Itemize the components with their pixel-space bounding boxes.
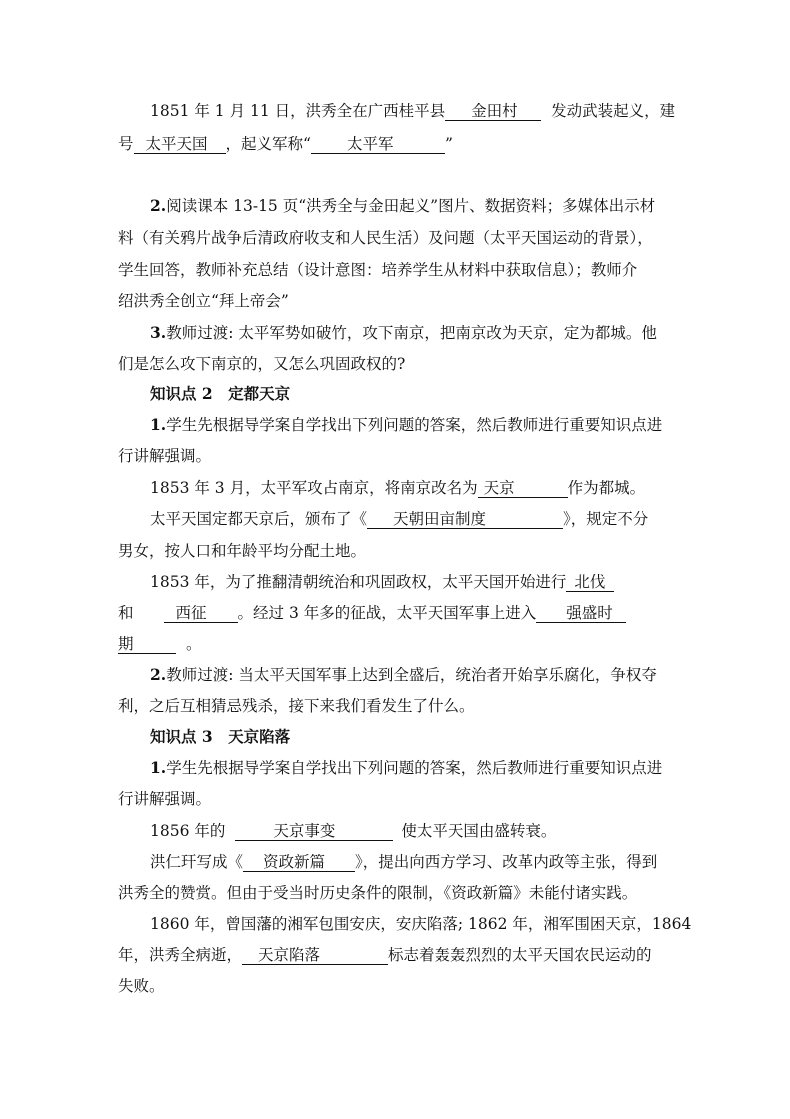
- answer: 太平天国: [145, 135, 208, 153]
- answer: 天朝田亩制度: [393, 510, 487, 528]
- text: 教师过渡: 当太平天国军事上达到全盛后，统治者开始享乐腐化，争权夺: [166, 666, 657, 684]
- text-line: [118, 354, 678, 374]
- text-line: [150, 478, 710, 498]
- text: 洪秀全的赞赏。但由于受当时历史条件的限制，《资政新篇》未能付诸实践。: [118, 884, 638, 902]
- fill-blank: [164, 604, 238, 623]
- fill-blank: [478, 479, 568, 498]
- text: 行讲解强调。: [118, 447, 212, 465]
- step-number: 2.: [150, 665, 167, 684]
- text: 1856 年的: [150, 822, 226, 840]
- text: 》，规定不分: [563, 510, 649, 528]
- fill-blank: [235, 822, 393, 841]
- text: 们是怎么攻下南京的，又怎么巩固政权的?: [118, 355, 406, 373]
- text: 学生先根据导学案自学找出下列问题的答案，然后教师进行重要知识点进: [166, 416, 663, 434]
- text-line: [150, 415, 710, 435]
- fill-blank: [536, 604, 626, 623]
- answer: 天京陷落: [258, 946, 321, 964]
- text-line: [150, 323, 710, 343]
- text: 利，之后互相猜忌残杀，接下来我们看发生了什么。: [118, 697, 475, 715]
- text: 洪仁玕写成《: [150, 853, 244, 871]
- text-line: [118, 603, 678, 623]
- step-number: 2.: [150, 196, 167, 215]
- text: 。: [186, 635, 202, 653]
- step-number: 3.: [150, 323, 167, 342]
- text: 1853 年 3 月，太平军攻占南京，将南京改名为: [150, 479, 478, 497]
- fill-blank: [118, 635, 176, 654]
- answer: 太平军: [346, 135, 394, 153]
- section-heading: 知识点 3 天京陷落: [150, 727, 291, 746]
- text: 作为都城。: [567, 479, 646, 497]
- step-number: 1.: [150, 415, 167, 434]
- fill-blank: [445, 102, 541, 121]
- text: 和: [118, 604, 134, 622]
- text: 》，提出向西方学习、改革内政等主张，得到: [355, 853, 658, 871]
- text-line: [118, 634, 678, 654]
- text-line: [118, 976, 678, 996]
- text-line: [150, 196, 710, 216]
- text: 教师过渡: 太平军势如破竹，攻下南京，把南京改为天京，定为都城。他: [166, 324, 657, 342]
- answer: 天京: [483, 479, 515, 497]
- section-heading: 知识点 2 定都天京: [150, 384, 291, 403]
- text: 料（有关鸦片战争后清政府收支和人民生活）及问题（太平天国运动的背景），: [118, 229, 653, 247]
- text-line: [118, 134, 678, 154]
- text-line: [150, 101, 710, 121]
- fill-blank: [242, 946, 388, 965]
- text: 行讲解强调。: [118, 790, 212, 808]
- text-line: [118, 883, 678, 903]
- text-line: [150, 852, 710, 872]
- fill-blank: [566, 573, 614, 592]
- text-line: [150, 821, 710, 841]
- fill-blank: [367, 510, 563, 529]
- text-line: [118, 446, 678, 466]
- step-number: 1.: [150, 758, 167, 777]
- text: 失败。: [118, 977, 165, 995]
- text-line: [118, 541, 678, 561]
- answer: 北伐: [574, 573, 606, 591]
- text: 使太平天国由盛转衰。: [401, 822, 557, 840]
- answer: 西征: [175, 604, 207, 622]
- text: 年，洪秀全病逝，: [118, 946, 243, 964]
- text: 绍洪秀全创立“拜上帝会”: [118, 292, 289, 310]
- answer: 资政新篇: [263, 853, 326, 871]
- text-line: [118, 696, 678, 716]
- text: ，起义军称“: [225, 135, 311, 153]
- text: 男女，按人口和年龄平均分配土地。: [118, 542, 367, 560]
- text: 1860 年，曾国藩的湘军包围安庆，安庆陷落; 1862 年，湘军围困天京，1864: [150, 915, 692, 933]
- text-line: [118, 228, 678, 248]
- text: ”: [444, 135, 453, 153]
- text: 发动武装起义，建: [551, 102, 676, 120]
- fill-blank: [243, 853, 355, 872]
- text-line: [118, 789, 678, 809]
- fill-blank: [311, 135, 445, 154]
- text-line: [150, 572, 710, 592]
- text-line: [150, 758, 710, 778]
- text: 1851 年 1 月 11 日，洪秀全在广西桂平县: [150, 102, 446, 120]
- text: 学生先根据导学案自学找出下列问题的答案，然后教师进行重要知识点进: [166, 759, 663, 777]
- text: 号: [118, 135, 134, 153]
- text: 标志着轰轰烈烈的太平天国农民运动的: [388, 946, 652, 964]
- answer: 天京事变: [273, 822, 336, 840]
- text: 太平天国定都天京后，颁布了《: [150, 510, 368, 528]
- text: 。经过 3 年多的征战，太平天国军事上进入: [237, 604, 537, 622]
- text: 学生回答，教师补充总结（设计意图：培养学生从材料中获取信息）；教师介: [118, 261, 638, 279]
- text: 阅读课本 13-15 页“洪秀全与金田起义”图片、数据资料；多媒体出示材: [166, 197, 656, 215]
- text-line: [150, 665, 710, 685]
- text-line: [118, 291, 678, 311]
- text-line: [118, 945, 678, 965]
- fill-blank: [134, 135, 226, 154]
- text-line: [118, 260, 678, 280]
- text: 1853 年，为了推翻清朝统治和巩固政权，太平天国开始进行: [150, 573, 567, 591]
- text-line: [150, 509, 710, 529]
- answer: 金田村: [471, 102, 518, 120]
- text-line: [150, 914, 710, 934]
- answer: 强盛时: [566, 604, 613, 622]
- answer: 期: [118, 635, 134, 653]
